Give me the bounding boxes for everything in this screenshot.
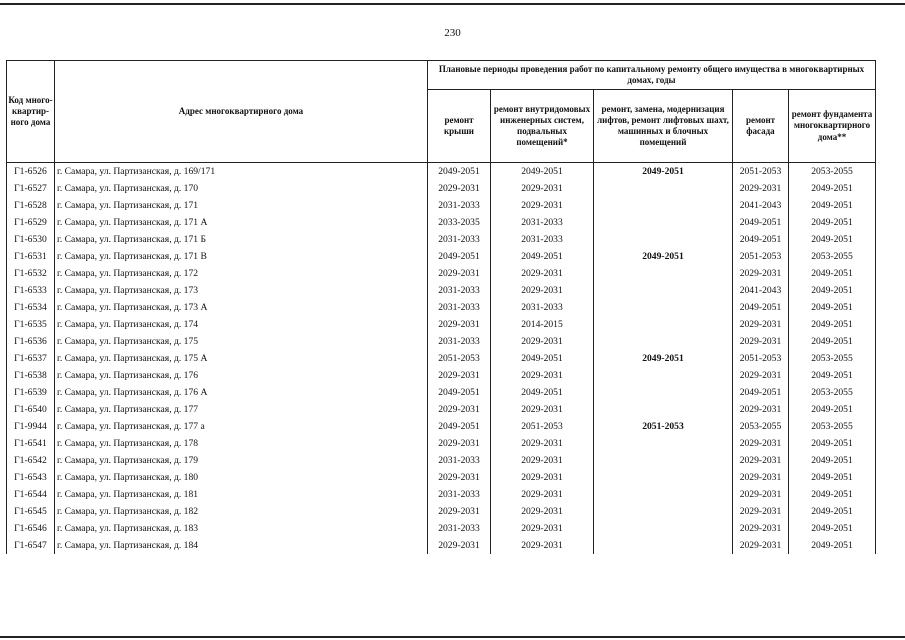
header-elevators: ремонт, замена, модернизация лифтов, ремонт лифтовых шахт, машинных и блочных помещений <box>594 90 733 163</box>
cell-code: Г1-6540 <box>7 401 55 418</box>
table-row <box>7 214 876 231</box>
table-row <box>7 231 876 248</box>
header-facade: ремонт фасада <box>733 90 789 163</box>
cell-code: Г1-6544 <box>7 486 55 503</box>
cell-elevators <box>594 520 733 537</box>
cell-systems: 2014-2015 <box>491 316 594 333</box>
cell-roof: 2029-2031 <box>428 180 491 197</box>
cell-elevators: 2049-2051 <box>594 248 733 265</box>
cell-systems: 2049-2051 <box>491 350 594 367</box>
table-row <box>7 316 876 333</box>
cell-facade: 2051-2053 <box>733 163 789 181</box>
table-row <box>7 333 876 350</box>
cell-address: г. Самара, ул. Партизанская, д. 172 <box>55 265 428 282</box>
cell-address: г. Самара, ул. Партизанская, д. 171 <box>55 197 428 214</box>
cell-facade: 2029-2031 <box>733 520 789 537</box>
cell-foundation: 2049-2051 <box>789 231 876 248</box>
cell-code: Г1-6547 <box>7 537 55 554</box>
cell-address: г. Самара, ул. Партизанская, д. 175 А <box>55 350 428 367</box>
cell-code: Г1-6541 <box>7 435 55 452</box>
cell-foundation: 2049-2051 <box>789 520 876 537</box>
cell-systems: 2051-2053 <box>491 418 594 435</box>
cell-address: г. Самара, ул. Партизанская, д. 170 <box>55 180 428 197</box>
cell-foundation: 2049-2051 <box>789 333 876 350</box>
table-row <box>7 265 876 282</box>
table-row <box>7 299 876 316</box>
header-address: Адрес многоквартирного дома <box>55 61 428 163</box>
cell-roof: 2031-2033 <box>428 197 491 214</box>
cell-foundation: 2049-2051 <box>789 299 876 316</box>
cell-roof: 2031-2033 <box>428 486 491 503</box>
table-row <box>7 163 876 181</box>
cell-facade: 2029-2031 <box>733 537 789 554</box>
cell-code: Г1-6539 <box>7 384 55 401</box>
cell-code: Г1-6545 <box>7 503 55 520</box>
cell-foundation: 2049-2051 <box>789 367 876 384</box>
cell-facade: 2029-2031 <box>733 469 789 486</box>
cell-systems: 2029-2031 <box>491 180 594 197</box>
cell-address: г. Самара, ул. Партизанская, д. 171 Б <box>55 231 428 248</box>
cell-foundation: 2049-2051 <box>789 282 876 299</box>
cell-foundation: 2053-2055 <box>789 248 876 265</box>
cell-address: г. Самара, ул. Партизанская, д. 174 <box>55 316 428 333</box>
table-row <box>7 469 876 486</box>
cell-code: Г1-6536 <box>7 333 55 350</box>
cell-elevators <box>594 537 733 554</box>
cell-elevators <box>594 197 733 214</box>
cell-foundation: 2049-2051 <box>789 316 876 333</box>
cell-address: г. Самара, ул. Партизанская, д. 177 <box>55 401 428 418</box>
cell-systems: 2031-2033 <box>491 231 594 248</box>
cell-elevators <box>594 316 733 333</box>
cell-elevators <box>594 469 733 486</box>
cell-systems: 2029-2031 <box>491 367 594 384</box>
cell-address: г. Самара, ул. Партизанская, д. 173 <box>55 282 428 299</box>
cell-code: Г1-6526 <box>7 163 55 181</box>
cell-facade: 2053-2055 <box>733 418 789 435</box>
table-body <box>7 163 876 555</box>
cell-foundation: 2053-2055 <box>789 418 876 435</box>
table-row <box>7 197 876 214</box>
cell-code: Г1-9944 <box>7 418 55 435</box>
header-roof: ремонт крыши <box>428 90 491 163</box>
cell-roof: 2031-2033 <box>428 452 491 469</box>
table-row <box>7 520 876 537</box>
cell-facade: 2029-2031 <box>733 333 789 350</box>
table-row <box>7 418 876 435</box>
cell-elevators <box>594 486 733 503</box>
capital-repair-table <box>6 60 876 554</box>
cell-facade: 2051-2053 <box>733 248 789 265</box>
cell-code: Г1-6543 <box>7 469 55 486</box>
cell-facade: 2029-2031 <box>733 367 789 384</box>
cell-roof: 2029-2031 <box>428 503 491 520</box>
table-row <box>7 503 876 520</box>
cell-code: Г1-6533 <box>7 282 55 299</box>
top-rule <box>0 3 905 5</box>
cell-address: г. Самара, ул. Партизанская, д. 173 А <box>55 299 428 316</box>
cell-facade: 2051-2053 <box>733 350 789 367</box>
cell-code: Г1-6538 <box>7 367 55 384</box>
cell-address: г. Самара, ул. Партизанская, д. 176 А <box>55 384 428 401</box>
cell-roof: 2049-2051 <box>428 384 491 401</box>
table-row <box>7 282 876 299</box>
cell-foundation: 2049-2051 <box>789 401 876 418</box>
cell-facade: 2041-2043 <box>733 282 789 299</box>
cell-elevators <box>594 401 733 418</box>
cell-address: г. Самара, ул. Партизанская, д. 171 В <box>55 248 428 265</box>
cell-address: г. Самара, ул. Партизанская, д. 169/171 <box>55 163 428 181</box>
cell-address: г. Самара, ул. Партизанская, д. 184 <box>55 537 428 554</box>
cell-address: г. Самара, ул. Партизанская, д. 179 <box>55 452 428 469</box>
cell-systems: 2049-2051 <box>491 163 594 181</box>
table-row <box>7 180 876 197</box>
cell-address: г. Самара, ул. Партизанская, д. 177 а <box>55 418 428 435</box>
cell-address: г. Самара, ул. Партизанская, д. 183 <box>55 520 428 537</box>
cell-foundation: 2049-2051 <box>789 435 876 452</box>
cell-roof: 2033-2035 <box>428 214 491 231</box>
cell-address: г. Самара, ул. Партизанская, д. 171 А <box>55 214 428 231</box>
cell-roof: 2031-2033 <box>428 231 491 248</box>
cell-code: Г1-6529 <box>7 214 55 231</box>
cell-facade: 2049-2051 <box>733 299 789 316</box>
table-row <box>7 452 876 469</box>
cell-systems: 2029-2031 <box>491 333 594 350</box>
cell-code: Г1-6546 <box>7 520 55 537</box>
cell-elevators: 2049-2051 <box>594 350 733 367</box>
cell-code: Г1-6537 <box>7 350 55 367</box>
cell-elevators <box>594 503 733 520</box>
cell-facade: 2029-2031 <box>733 486 789 503</box>
table-row <box>7 350 876 367</box>
cell-elevators <box>594 367 733 384</box>
cell-facade: 2049-2051 <box>733 231 789 248</box>
cell-facade: 2029-2031 <box>733 503 789 520</box>
table-row <box>7 248 876 265</box>
cell-foundation: 2049-2051 <box>789 469 876 486</box>
cell-roof: 2031-2033 <box>428 333 491 350</box>
cell-code: Г1-6527 <box>7 180 55 197</box>
cell-elevators <box>594 299 733 316</box>
cell-foundation: 2049-2051 <box>789 503 876 520</box>
cell-facade: 2029-2031 <box>733 452 789 469</box>
cell-code: Г1-6542 <box>7 452 55 469</box>
cell-foundation: 2049-2051 <box>789 265 876 282</box>
header-foundation: ремонт фундамента многоквартирного дома** <box>789 90 876 163</box>
table-row <box>7 486 876 503</box>
cell-systems: 2049-2051 <box>491 248 594 265</box>
cell-facade: 2029-2031 <box>733 435 789 452</box>
cell-elevators <box>594 384 733 401</box>
cell-roof: 2029-2031 <box>428 435 491 452</box>
cell-roof: 2051-2053 <box>428 350 491 367</box>
cell-elevators <box>594 265 733 282</box>
table-header <box>7 61 876 163</box>
cell-foundation: 2049-2051 <box>789 452 876 469</box>
cell-systems: 2029-2031 <box>491 435 594 452</box>
cell-foundation: 2049-2051 <box>789 180 876 197</box>
cell-roof: 2049-2051 <box>428 248 491 265</box>
cell-elevators <box>594 435 733 452</box>
cell-address: г. Самара, ул. Партизанская, д. 180 <box>55 469 428 486</box>
cell-foundation: 2053-2055 <box>789 384 876 401</box>
cell-facade: 2029-2031 <box>733 316 789 333</box>
header-code: Код много-квартир-ного дома <box>7 61 55 163</box>
bottom-rule <box>0 636 905 638</box>
cell-code: Г1-6528 <box>7 197 55 214</box>
cell-roof: 2049-2051 <box>428 418 491 435</box>
cell-facade: 2049-2051 <box>733 384 789 401</box>
cell-roof: 2029-2031 <box>428 367 491 384</box>
cell-code: Г1-6530 <box>7 231 55 248</box>
cell-foundation: 2053-2055 <box>789 163 876 181</box>
cell-roof: 2029-2031 <box>428 469 491 486</box>
cell-roof: 2029-2031 <box>428 401 491 418</box>
cell-systems: 2029-2031 <box>491 503 594 520</box>
cell-address: г. Самара, ул. Партизанская, д. 182 <box>55 503 428 520</box>
cell-code: Г1-6535 <box>7 316 55 333</box>
cell-facade: 2041-2043 <box>733 197 789 214</box>
cell-elevators <box>594 333 733 350</box>
cell-systems: 2029-2031 <box>491 537 594 554</box>
cell-elevators <box>594 452 733 469</box>
cell-address: г. Самара, ул. Партизанская, д. 176 <box>55 367 428 384</box>
cell-elevators: 2049-2051 <box>594 163 733 181</box>
cell-systems: 2049-2051 <box>491 384 594 401</box>
table-row <box>7 401 876 418</box>
cell-roof: 2031-2033 <box>428 299 491 316</box>
cell-roof: 2049-2051 <box>428 163 491 181</box>
page-number: 230 <box>444 27 461 39</box>
table-row <box>7 367 876 384</box>
cell-address: г. Самара, ул. Партизанская, д. 178 <box>55 435 428 452</box>
cell-roof: 2029-2031 <box>428 537 491 554</box>
cell-foundation: 2049-2051 <box>789 214 876 231</box>
cell-systems: 2029-2031 <box>491 520 594 537</box>
cell-code: Г1-6534 <box>7 299 55 316</box>
header-periods-group: Плановые периоды проведения работ по капитальному ремонту общего имущества в многоквартирных домах, годы <box>428 61 876 90</box>
cell-roof: 2031-2033 <box>428 520 491 537</box>
cell-facade: 2029-2031 <box>733 180 789 197</box>
cell-facade: 2029-2031 <box>733 265 789 282</box>
cell-systems: 2031-2033 <box>491 214 594 231</box>
cell-systems: 2029-2031 <box>491 401 594 418</box>
cell-facade: 2049-2051 <box>733 214 789 231</box>
cell-code: Г1-6532 <box>7 265 55 282</box>
cell-elevators <box>594 180 733 197</box>
cell-foundation: 2049-2051 <box>789 486 876 503</box>
cell-foundation: 2053-2055 <box>789 350 876 367</box>
cell-address: г. Самара, ул. Партизанская, д. 175 <box>55 333 428 350</box>
cell-foundation: 2049-2051 <box>789 537 876 554</box>
cell-elevators <box>594 214 733 231</box>
cell-roof: 2029-2031 <box>428 265 491 282</box>
table-row <box>7 537 876 554</box>
cell-roof: 2031-2033 <box>428 282 491 299</box>
table-row <box>7 435 876 452</box>
cell-systems: 2029-2031 <box>491 486 594 503</box>
cell-systems: 2029-2031 <box>491 197 594 214</box>
cell-roof: 2029-2031 <box>428 316 491 333</box>
cell-systems: 2029-2031 <box>491 452 594 469</box>
cell-foundation: 2049-2051 <box>789 197 876 214</box>
cell-facade: 2029-2031 <box>733 401 789 418</box>
cell-elevators <box>594 231 733 248</box>
cell-address: г. Самара, ул. Партизанская, д. 181 <box>55 486 428 503</box>
cell-systems: 2031-2033 <box>491 299 594 316</box>
cell-systems: 2029-2031 <box>491 282 594 299</box>
cell-elevators: 2051-2053 <box>594 418 733 435</box>
cell-elevators <box>594 282 733 299</box>
table-row <box>7 384 876 401</box>
cell-systems: 2029-2031 <box>491 469 594 486</box>
cell-systems: 2029-2031 <box>491 265 594 282</box>
cell-code: Г1-6531 <box>7 248 55 265</box>
header-systems: ремонт внутридомовых инженерных систем, подвальных помещений* <box>491 90 594 163</box>
